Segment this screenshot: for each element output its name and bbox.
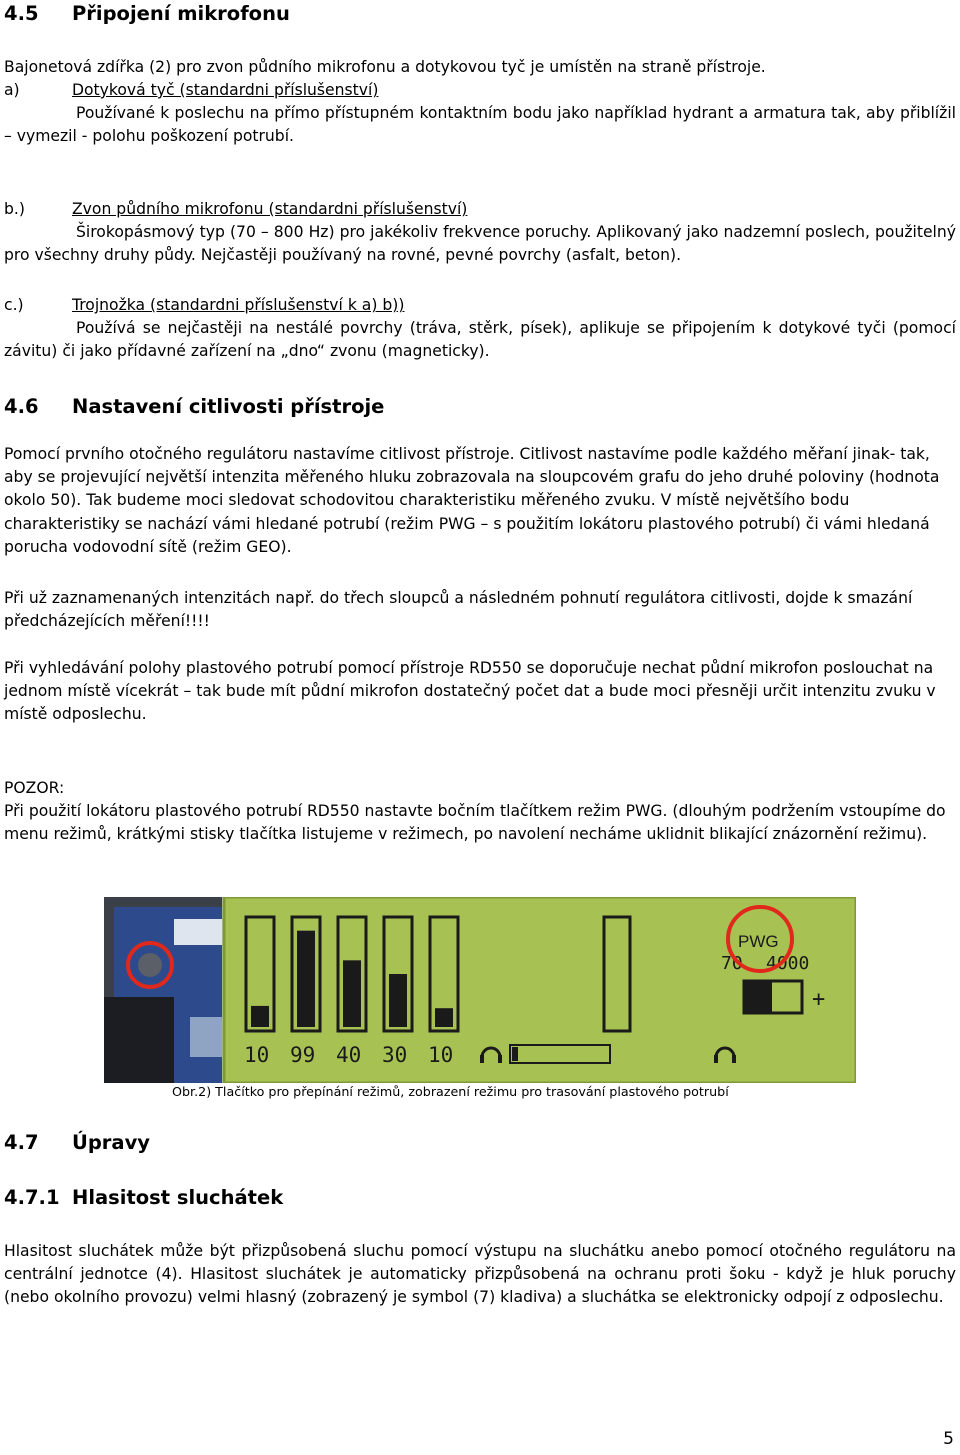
paragraph-headphones: Hlasitost sluchátek může být přizpůsobená sluchu pomocí výstupu na sluchátku anebo pomocí otočného regulátoru na centrální jednotce (4). Hlasitost sluchátek je automaticky přizpůsobená na ochranu proti šoku - když je hluk poruchy (nebo okolního provozu) velmi hlasný (zobrazený je symbol (7) kladiva) a sluchátka se elektronicky odpojí z odposlechu. [4,1242,956,1307]
item-text: Širokopásmový typ (70 – 800 Hz) pro jakékoliv frekvence poruchy. Aplikovaný jako nadzemní poslech, použitelný pro všechny druhy půdy. Nejčastěji používaný na rovné, pevné povrchy (asfalt, beton). [4,223,956,265]
item-label: a) [4,81,20,99]
level-bar-label: 30 [382,1043,408,1067]
item-title: Zvon půdního mikrofonu (standardni příslušenství) [72,200,468,218]
mode-label: PWG [738,932,779,951]
section-heading-4-7 [4,1131,150,1154]
intro-paragraph: Bajonetová zdířka (2) pro zvon půdního mikrofonu a dotykovou tyč je umístěn na straně přístroje. [4,58,766,76]
figure-caption: Obr.2) Tlačítko pro přepínání režimů, zobrazení režimu pro trasování plastového potrubí [172,1084,729,1099]
section-heading-4-6 [4,395,384,418]
item-text: Používané k poslechu na přímo přístupném kontaktním bodu jako například hydrant a armatura tak, aby přiblížil – vymezil - polohu poškození potrubí. [4,104,956,146]
section-number: 4.7.1 [4,1186,60,1209]
section-heading-4-5 [4,2,290,25]
section-number: 4.5 [4,2,39,25]
paragraph-sensitivity: Pomocí prvního otočného regulátoru nastavíme citlivost přístroje. Citlivost nastavíme podle každého měřaní jinak- tak, aby se projevující největší intenzita měřeného hluku zobrazovala na sloupcovém grafu do jeho druhé poloviny (hodnota okolo 50). Tak budeme moci sledovat schodovitou charakteristiku měřeného zvuku. V místě největšího bodu charakteristiky se nachází vámi hledané potrubí (režim PWG – s použitím lokátoru plastového potrubí) či vámi hledaná porucha vodovodní sítě (režim GEO). [4,445,940,556]
svg-text:+: + [812,987,826,1012]
level-bar-label: 10 [244,1043,270,1067]
device-unit [104,897,222,1083]
level-bar-label: 10 [428,1043,454,1067]
paragraph-rd550: Při vyhledávání polohy plastového potrubí pomocí přístroje RD550 se doporučuje nechat půdní mikrofon poslouchat na jednom místě vícekrát – tak bude mít půdní mikrofon dostatečný počet dat a bude moci přesněji určit intenzitu zvuku v místě odposlechu. [4,659,936,724]
item-title: Trojnožka (standardni příslušenství k a) b)) [72,296,405,314]
level-bar-label: 40 [336,1043,362,1067]
item-label: b.) [4,200,25,218]
device-display-photo [104,897,856,1083]
item-text: Používá se nejčastěji na nestálé povrchy (tráva, stěrk, písek), aplikuje se připojením k dotykové tyči (pomocí závitu) či jako přídavné zařízení na „dno“ zvonu (magneticky). [4,319,956,361]
section-title: Připojení mikrofonu [72,2,290,25]
page-number: 5 [943,1429,954,1449]
paragraph-warning-delete: Při už zaznamenaných intenzitách např. do třech sloupců a následném pohnutí regulátora citlivosti, dojde k smazání předcházejících měření!!!! [4,589,913,631]
freq-high: 4000 [766,953,810,974]
section-number: 4.6 [4,395,39,418]
freq-low: 70 [721,953,743,974]
item-b [4,198,956,268]
pozor-block [4,777,956,847]
section-heading-4-7-1 [4,1186,283,1209]
level-bar-fill [297,931,315,1027]
level-bar-label: 99 [290,1043,316,1067]
pozor-heading: POZOR: [4,779,65,797]
level-bar-fill [435,1008,453,1027]
item-title: Dotyková tyč (standardni příslušenství) [72,81,379,99]
section-title: Nastavení citlivosti přístroje [72,395,385,418]
section-number: 4.7 [4,1131,39,1154]
item-c [4,294,956,364]
pozor-text: Při použití lokátoru plastového potrubí RD550 nastavte bočním tlačítkem režim PWG. (dlouhým podržením vstoupíme do menu režimů, krátkými stisky tlačítka listujeme v režimech, po navolení necháme uklidnit blikající znázornění režimu). [4,802,946,844]
level-bar-fill [389,974,407,1027]
section-title: Úpravy [72,1131,150,1154]
item-label: c.) [4,296,24,314]
section-title: Hlasitost sluchátek [72,1186,284,1209]
item-a [4,79,956,149]
level-bar-fill [343,960,361,1027]
level-bar-fill [251,1006,269,1027]
